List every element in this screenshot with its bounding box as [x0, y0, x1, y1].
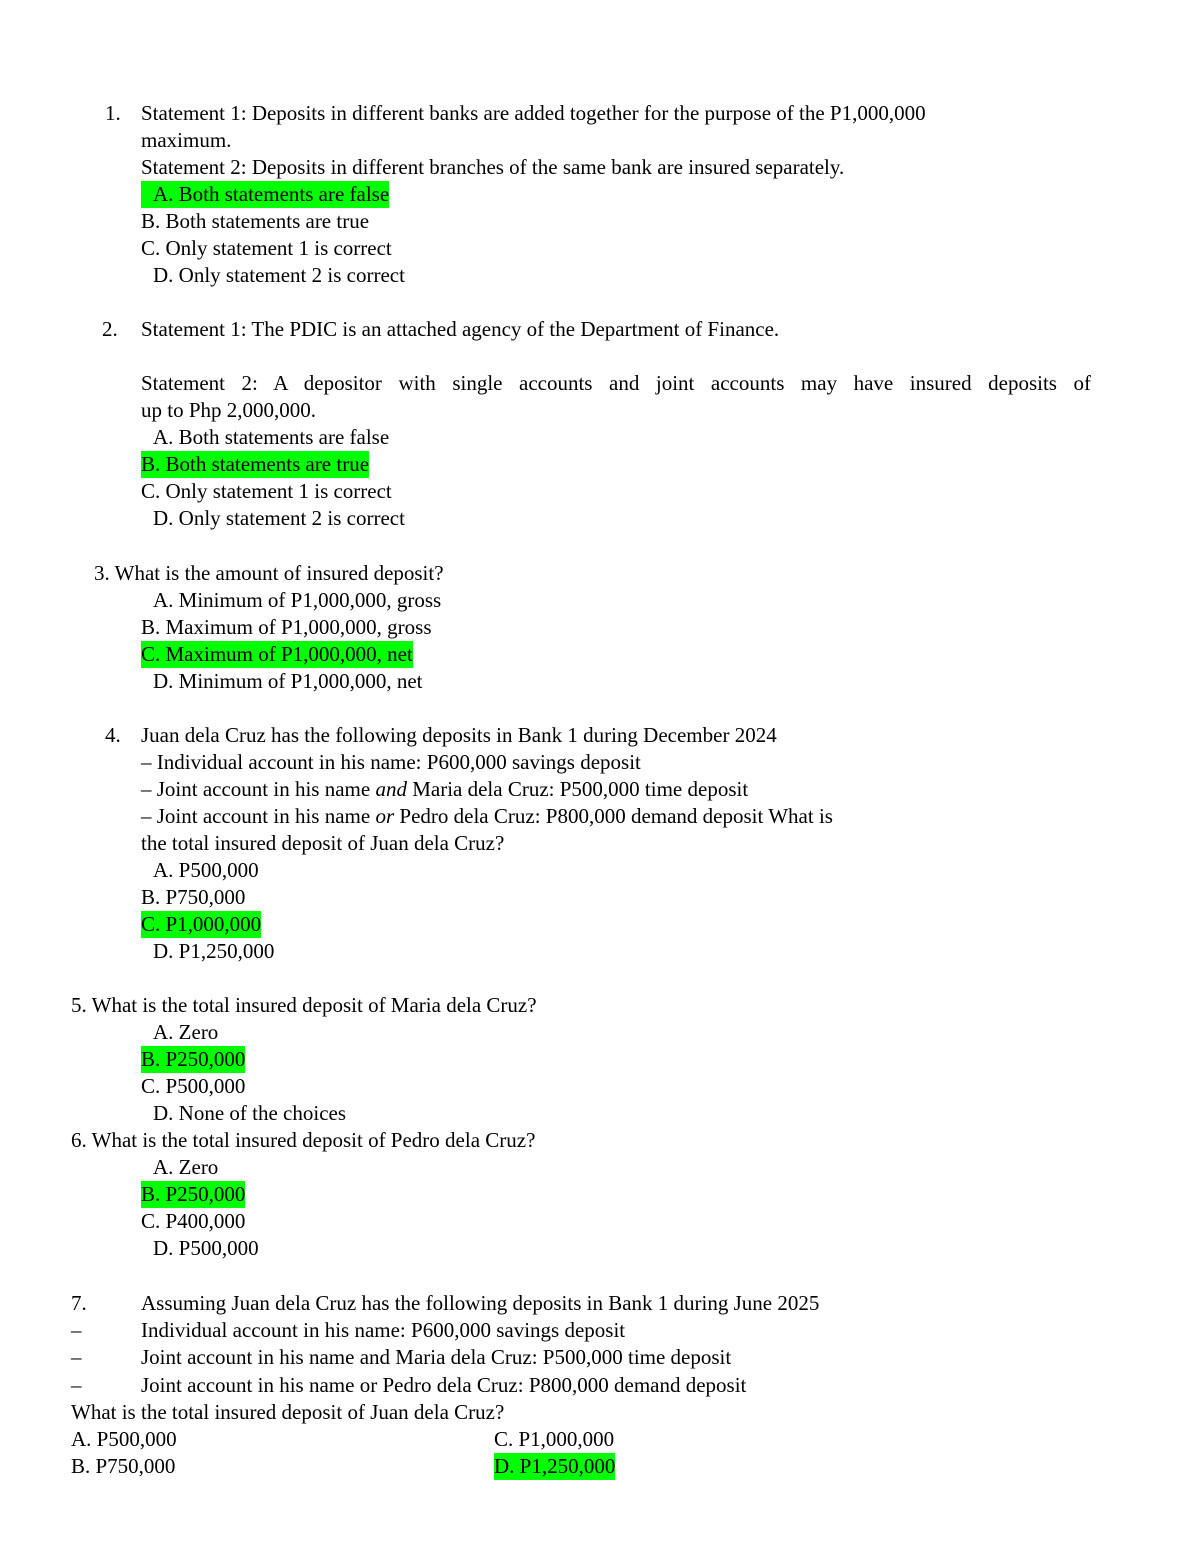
- q7-option-c: C. P1,000,000: [494, 1427, 615, 1451]
- q3-option-c-answer: C. Maximum of P1,000,000, net: [141, 642, 413, 666]
- q1-number: 1.: [105, 101, 121, 125]
- q4-number: 4.: [105, 723, 121, 747]
- q6-option-c: C. P400,000: [141, 1209, 246, 1233]
- q1-statement2: Statement 2: Deposits in different branches of the same bank are insured separately.: [141, 155, 845, 179]
- q6-option-a: A. Zero: [153, 1155, 219, 1179]
- q4-line2: – Individual account in his name: P600,000 savings deposit: [141, 750, 641, 774]
- q4-line1: Juan dela Cruz has the following deposits in Bank 1 during December 2024: [141, 723, 777, 747]
- q7-number: 7.: [71, 1291, 87, 1315]
- q2-option-c: C. Only statement 1 is correct: [141, 479, 392, 503]
- q1-statement1-cont: maximum.: [141, 128, 232, 152]
- q7-option-a: A. P500,000: [71, 1427, 177, 1451]
- q4-option-c-answer: C. P1,000,000: [141, 912, 262, 936]
- q2-statement1: Statement 1: The PDIC is an attached agency of the Department of Finance.: [141, 317, 780, 341]
- q4-option-b: B. P750,000: [141, 885, 246, 909]
- q7-item3: Joint account in his name or Pedro dela Cruz: P800,000 demand deposit: [141, 1373, 747, 1397]
- q2-option-b-answer: B. Both statements are true: [141, 452, 370, 476]
- q3-option-b: B. Maximum of P1,000,000, gross: [141, 615, 432, 639]
- q1-option-c: C. Only statement 1 is correct: [141, 236, 392, 260]
- q4-line5: the total insured deposit of Juan dela Cruz?: [141, 831, 505, 855]
- q7-item2: Joint account in his name and Maria dela Cruz: P500,000 time deposit: [141, 1345, 732, 1369]
- q4-line4: – Joint account in his name or Pedro dela Cruz: P800,000 demand deposit What is: [141, 804, 833, 828]
- q7-item1: Individual account in his name: P600,000 savings deposit: [141, 1318, 626, 1342]
- q1-option-b: B. Both statements are true: [141, 209, 370, 233]
- q7-option-b: B. P750,000: [71, 1454, 176, 1478]
- q7-line1: Assuming Juan dela Cruz has the following deposits in Bank 1 during June 2025: [141, 1291, 820, 1315]
- q4-option-a: A. P500,000: [153, 858, 259, 882]
- q5-option-a: A. Zero: [153, 1020, 219, 1044]
- q1-option-a-answer: A. Both statements are false: [141, 181, 389, 208]
- q4-option-d: D. P1,250,000: [153, 939, 275, 963]
- q3-option-d: D. Minimum of P1,000,000, net: [153, 669, 423, 693]
- q2-number: 2.: [102, 317, 118, 341]
- q7-option-d-answer: D. P1,250,000: [494, 1454, 616, 1478]
- q7-dash-1: –: [71, 1318, 82, 1342]
- q5-option-d: D. None of the choices: [153, 1101, 347, 1125]
- q3-question: 3. What is the amount of insured deposit?: [94, 561, 444, 585]
- q5-question: 5. What is the total insured deposit of Maria dela Cruz?: [71, 993, 537, 1017]
- q2-statement2-cont: up to Php 2,000,000.: [141, 398, 317, 422]
- q5-option-b-answer: B. P250,000: [141, 1047, 246, 1071]
- q1-option-d: D. Only statement 2 is correct: [153, 263, 405, 287]
- q6-option-d: D. P500,000: [153, 1236, 259, 1260]
- q6-option-b-answer: B. P250,000: [141, 1182, 246, 1206]
- q2-statement2: Statement 2: A depositor with single accounts and joint accounts may have insured deposits of: [141, 371, 1091, 395]
- q7-dash-2: –: [71, 1345, 82, 1369]
- q6-question: 6. What is the total insured deposit of Pedro dela Cruz?: [71, 1128, 536, 1152]
- q5-option-c: C. P500,000: [141, 1074, 246, 1098]
- q7-dash-3: –: [71, 1373, 82, 1397]
- q3-option-a: A. Minimum of P1,000,000, gross: [153, 588, 442, 612]
- q1-statement1: Statement 1: Deposits in different banks are added together for the purpose of the P1,000,000: [141, 101, 926, 125]
- q2-option-d: D. Only statement 2 is correct: [153, 506, 405, 530]
- q4-line3: – Joint account in his name and Maria dela Cruz: P500,000 time deposit: [141, 777, 749, 801]
- q7-question: What is the total insured deposit of Juan dela Cruz?: [71, 1400, 505, 1424]
- q2-option-a: A. Both statements are false: [153, 425, 390, 449]
